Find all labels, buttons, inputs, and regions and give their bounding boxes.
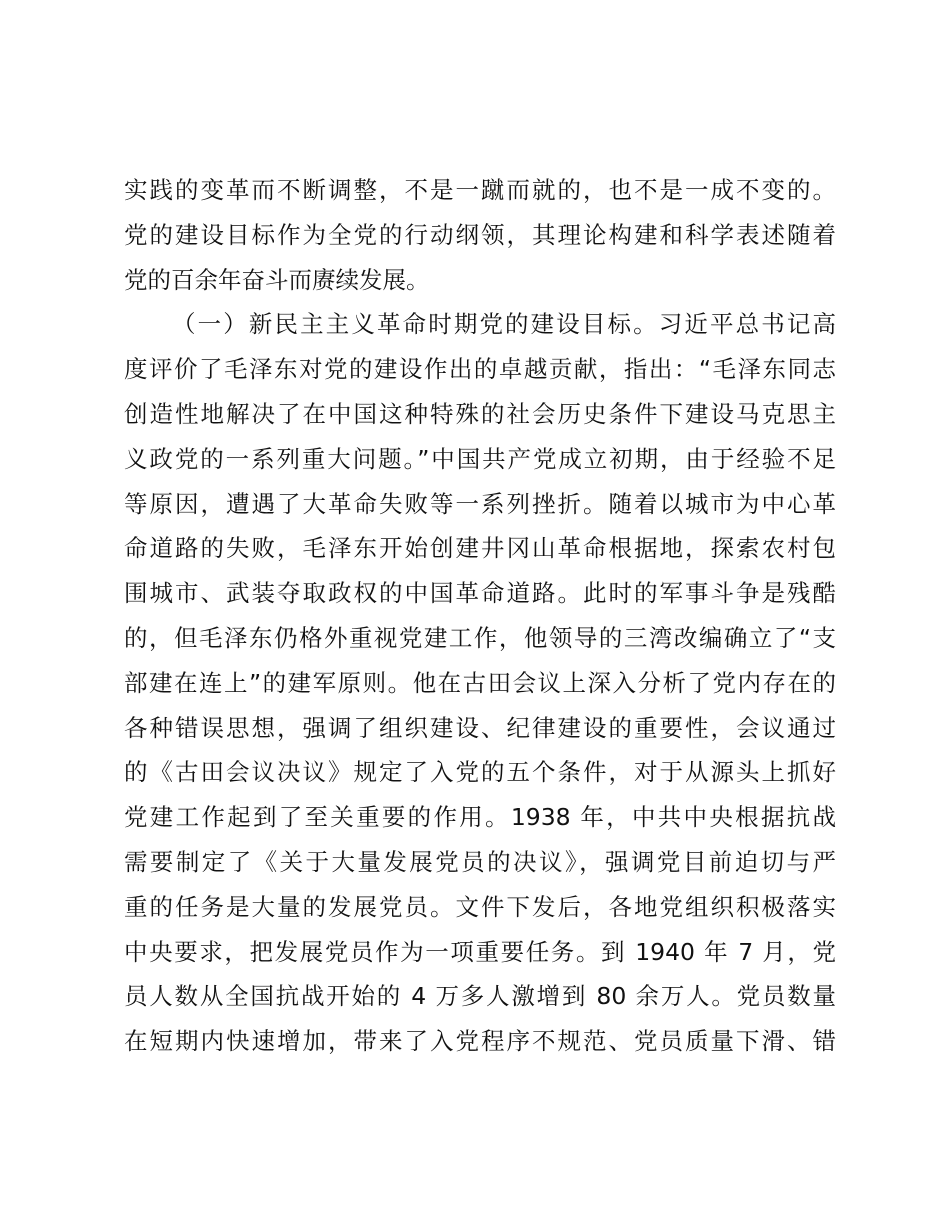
- text-line: 在短期内快速增加，带来了入党程序不规范、党员质量下滑、错: [124, 1027, 836, 1056]
- text-line: 的《古田会议决议》规定了入党的五个条件，对于从源头上抓好: [124, 758, 836, 787]
- text-line: 各种错误思想，强调了组织建设、纪律建设的重要性，会议通过: [124, 713, 836, 742]
- text-line: 党的建设目标作为全党的行动纲领，其理论构建和科学表述随着: [124, 220, 836, 249]
- text-line: 中央要求，把发展党员作为一项重要任务。到 1940 年 7 月，党: [124, 937, 836, 966]
- text-line: 命道路的失败，毛泽东开始创建井冈山革命根据地，探索农村包: [124, 534, 836, 563]
- text-line: 围城市、武装夺取政权的中国革命道路。此时的军事斗争是残酷: [124, 579, 836, 608]
- section-heading-line: （一）新民主主义革命时期党的建设目标。习近平总书记高: [172, 310, 836, 339]
- text-line: 度评价了毛泽东对党的建设作出的卓越贡献，指出：“毛泽东同志: [124, 355, 836, 384]
- text-line: 实践的变革而不断调整，不是一蹴而就的，也不是一成不变的。: [124, 176, 836, 204]
- text-line: 等原因，遭遇了大革命失败等一系列挫折。随着以城市为中心革: [124, 489, 836, 518]
- text-line: 党的百余年奋斗而赓续发展。: [124, 265, 430, 294]
- text-line: 需要制定了《关于大量发展党员的决议》，强调党目前迫切与严: [124, 847, 836, 876]
- text-line: 部建在连上”的建军原则。他在古田会议上深入分析了党内存在的: [124, 668, 836, 697]
- text-line: 的，但毛泽东仍格外重视党建工作，他领导的三湾改编确立了“支: [124, 623, 836, 652]
- text-line: 义政党的一系列重大问题。”中国共产党成立初期，由于经验不足: [124, 444, 836, 473]
- text-line: 党建工作起到了至关重要的作用。1938 年，中共中央根据抗战: [124, 803, 836, 832]
- text-line: 员人数从全国抗战开始的 4 万多人激增到 80 余万人。党员数量: [124, 982, 836, 1011]
- text-line: 创造性地解决了在中国这种特殊的社会历史条件下建设马克思主: [124, 399, 836, 428]
- body-text: [124, 168, 836, 1064]
- text-line: 重的任务是大量的发展党员。文件下发后，各地党组织积极落实: [124, 892, 836, 921]
